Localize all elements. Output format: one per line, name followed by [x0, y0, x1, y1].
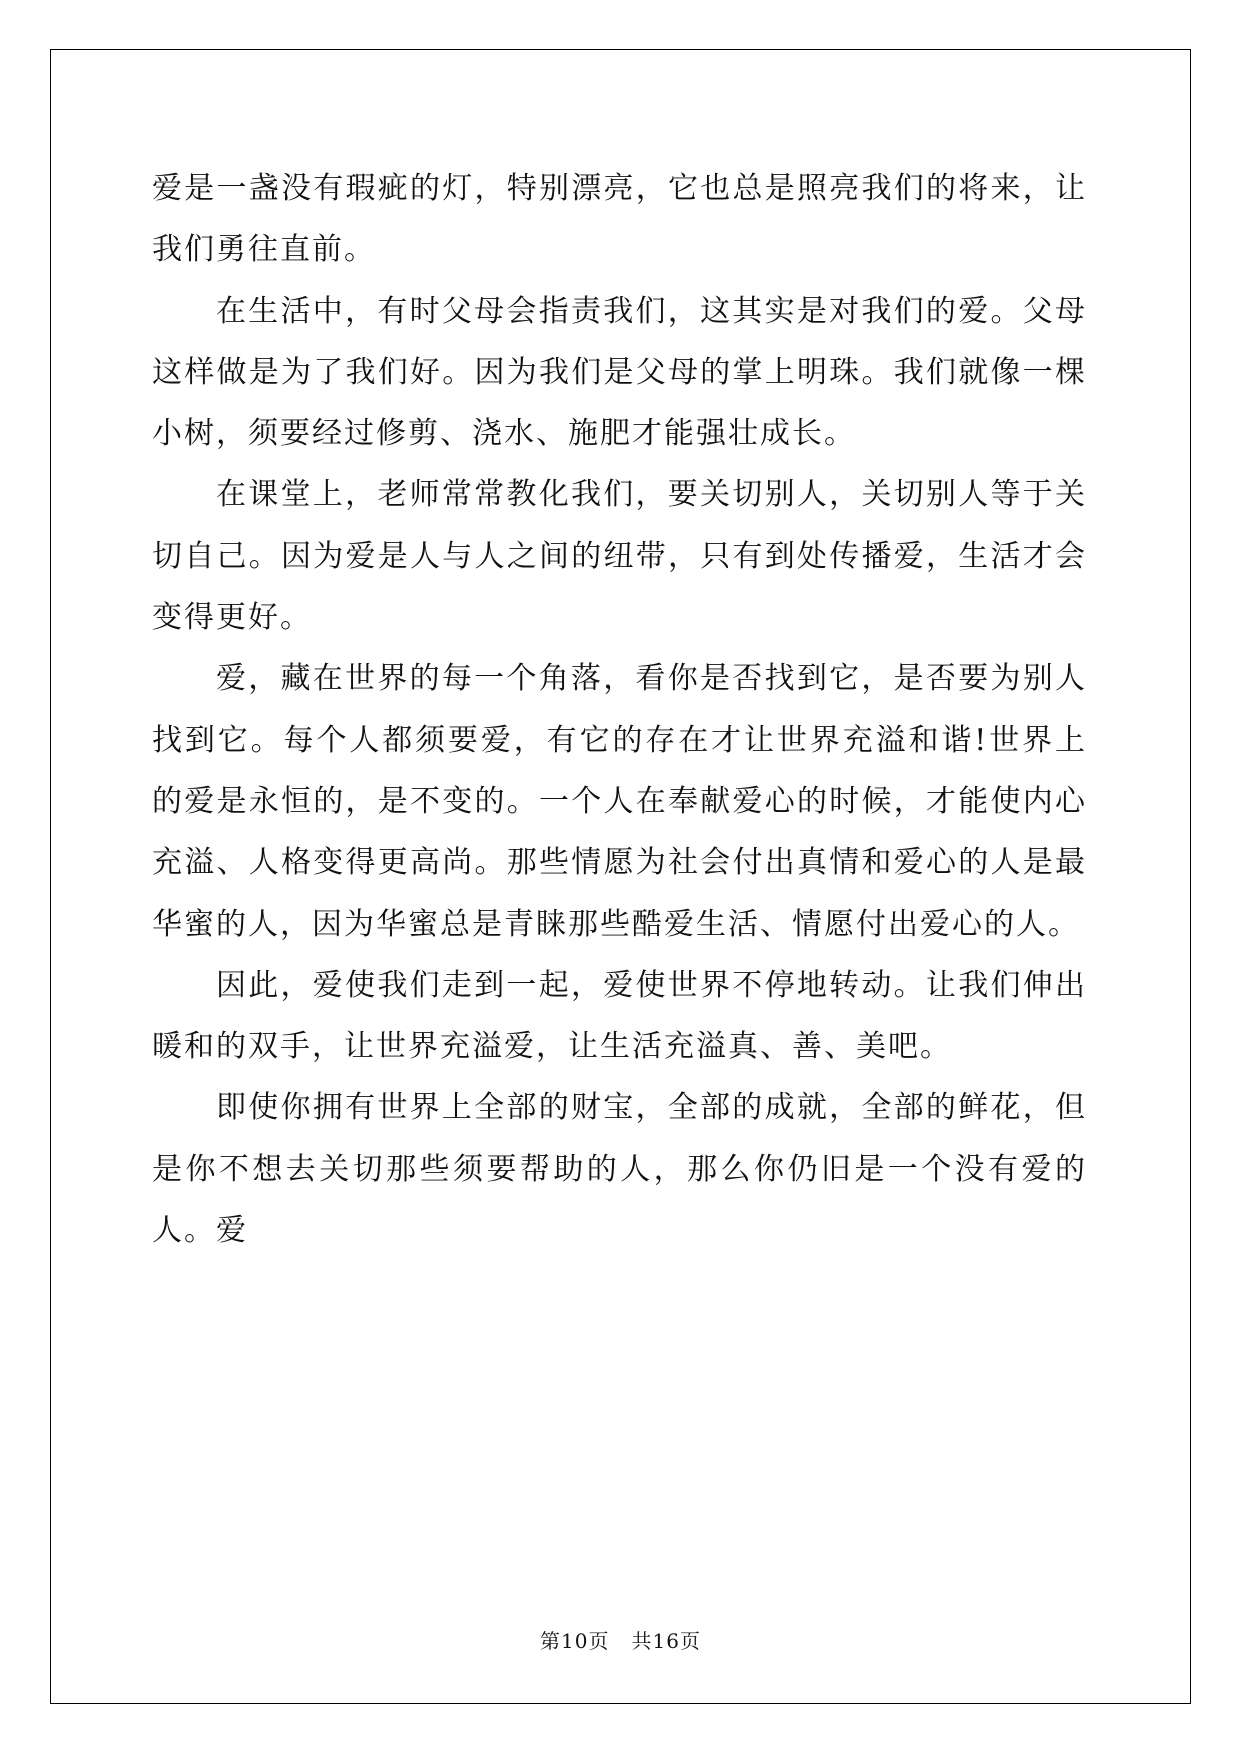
- paragraph-4: 爱，藏在世界的每一个角落，看你是否找到它，是否要为别人找到它。每个人都须要爱，有它的存在才让世界充溢和谐!世界上的爱是永恒的，是不变的。一个人在奉献爱心的时候，才能使内心充溢、人格变得更高尚。那些情愿为社会付出真情和爱心的人是最华蜜的人，因为华蜜总是青睐那些酷爱生活、情愿付出爱心的人。: [152, 661, 1087, 942]
- paragraph-5: 因此，爱使我们走到一起，爱使世界不停地转动。让我们伸出暖和的双手，让世界充溢爱，让生活充溢真、善、美吧。: [152, 967, 1087, 1065]
- paragraph-6: 即使你拥有世界上全部的财宝，全部的成就，全部的鲜花，但是你不想去关切那些须要帮助的人，那么你仍旧是一个没有爱的人。爱: [152, 1090, 1087, 1249]
- footer-spacer: [609, 1629, 631, 1653]
- total-pages: 共16页: [631, 1629, 701, 1653]
- paragraph-3: 在课堂上，老师常常教化我们，要关切别人，关切别人等于关切自己。因为爱是人与人之间的纽带，只有到处传播爱，生活才会变得更好。: [152, 477, 1087, 636]
- page-footer: [0, 1625, 1241, 1654]
- paragraph-2: 在生活中，有时父母会指责我们，这其实是对我们的爱。父母这样做是为了我们好。因为我们是父母的掌上明珠。我们就像一棵小树，须要经过修剪、浇水、施肥才能强壮成长。: [152, 293, 1087, 452]
- page-number: 第10页: [540, 1629, 610, 1653]
- paragraph-1: 爱是一盏没有瑕疵的灯，特别漂亮，它也总是照亮我们的将来，让我们勇往直前。: [152, 171, 1087, 268]
- document-body: [152, 158, 1087, 1261]
